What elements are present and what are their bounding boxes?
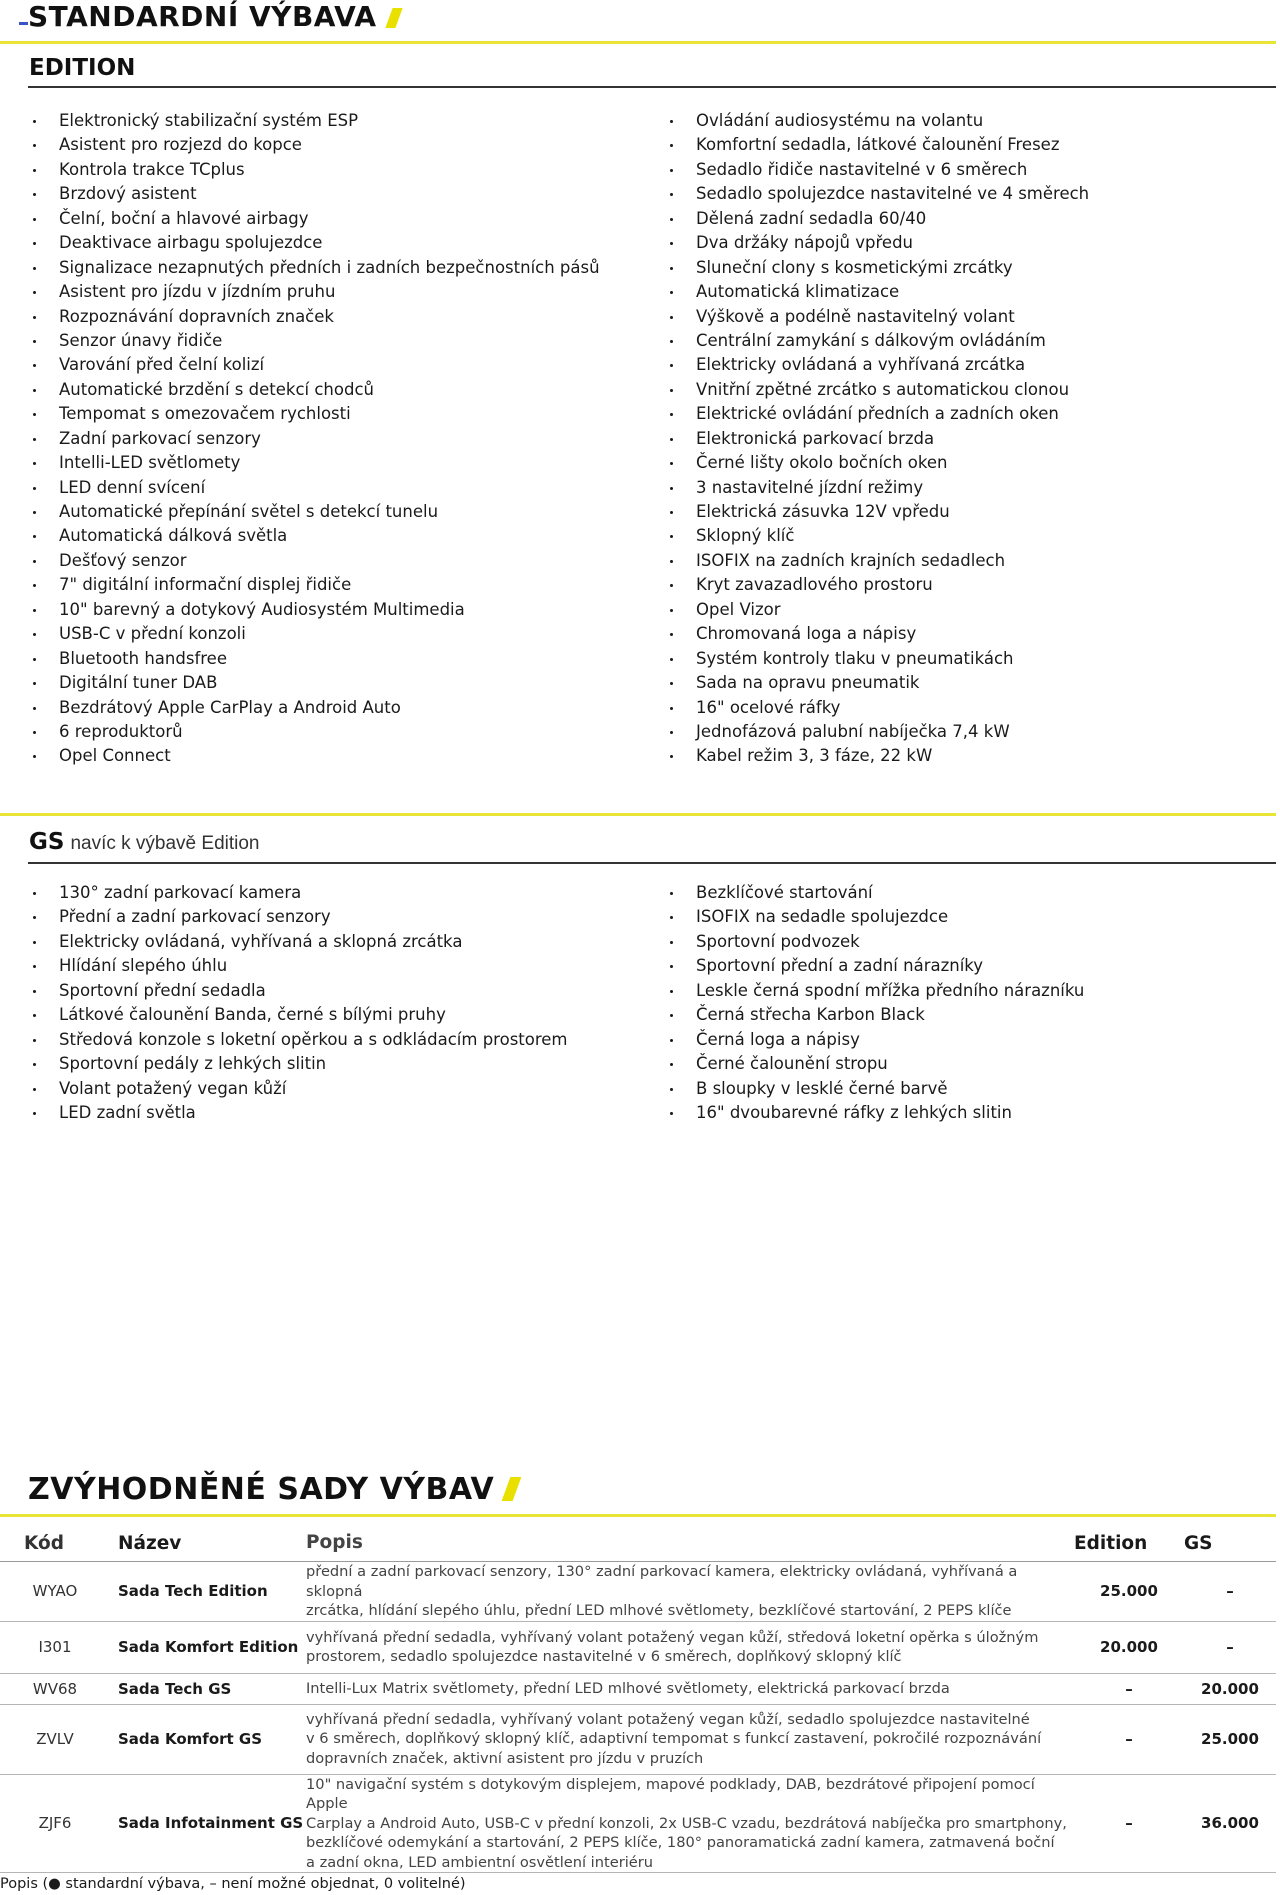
feature-item: Jednofázová palubní nabíječka 7,4 kW xyxy=(666,720,1089,744)
set-name: Sada Tech Edition xyxy=(110,1562,306,1622)
edition-title-text: EDITION xyxy=(29,55,136,81)
set-price-gs: 20.000 xyxy=(1184,1673,1276,1704)
yellow-divider xyxy=(0,1514,1276,1517)
table-row xyxy=(0,1704,1276,1774)
feature-item: LED zadní světla xyxy=(29,1101,568,1125)
set-name: Sada Komfort GS xyxy=(110,1704,306,1774)
table-row xyxy=(0,1774,1276,1873)
feature-item: Brzdový asistent xyxy=(29,182,600,206)
feature-item: Opel Vizor xyxy=(666,598,1089,622)
feature-item: Automatická dálková světla xyxy=(29,524,600,548)
gs-subtitle: navíc k výbavě Edition xyxy=(70,833,260,854)
gs-features-left xyxy=(29,881,568,1125)
set-name: Sada Infotainment GS xyxy=(110,1774,306,1873)
col-code: Kód xyxy=(0,1525,110,1562)
yellow-slash-icon xyxy=(385,8,402,28)
set-description-line: Intelli-Lux Matrix světlomety, přední LED mlhové světlomety, elektrická parkovací brzda xyxy=(306,1679,950,1697)
set-code: WYAO xyxy=(0,1562,110,1622)
feature-item: Chromovaná loga a nápisy xyxy=(666,622,1089,646)
set-price-edition: 20.000 xyxy=(1074,1621,1184,1673)
yellow-divider xyxy=(0,41,1276,44)
set-description xyxy=(306,1673,1074,1704)
col-desc: Popis xyxy=(306,1525,1074,1562)
set-description-line: zrcátka, hlídání slepého úhlu, přední LED mlhové světlomety, bezklíčové startování, 2 PEPS klíče xyxy=(306,1602,1012,1619)
col-name: Název xyxy=(110,1525,306,1562)
legend-note: Popis (● standardní výbava, – není možné objednat, 0 volitelné) xyxy=(0,1876,466,1892)
feature-item: Kabel režim 3, 3 fáze, 22 kW xyxy=(666,744,1089,768)
feature-item: 6 reproduktorů xyxy=(29,720,600,744)
feature-item: Sluneční clony s kosmetickými zrcátky xyxy=(666,256,1089,280)
set-price-gs: 25.000 xyxy=(1184,1704,1276,1774)
feature-item: Vnitřní zpětné zrcátko s automatickou clonou xyxy=(666,378,1089,402)
feature-item: B sloupky v lesklé černé barvě xyxy=(666,1077,1084,1101)
edition-features-left xyxy=(29,109,600,769)
title-accent-mark xyxy=(19,22,28,25)
gs-title-text: GS xyxy=(29,829,65,855)
feature-item: Intelli-LED světlomety xyxy=(29,451,600,475)
set-price-gs: – xyxy=(1184,1562,1276,1622)
feature-item: Sportovní pedály z lehkých slitin xyxy=(29,1052,568,1076)
table-row xyxy=(0,1621,1276,1673)
feature-item: Elektricky ovládaná, vyhřívaná a sklopná zrcátka xyxy=(29,930,568,954)
feature-item: ISOFIX na zadních krajních sedadlech xyxy=(666,549,1089,573)
set-description-line: dopravních značek, aktivní asistent pro jízdu v pruzích xyxy=(306,1749,704,1767)
set-code: ZVLV xyxy=(0,1704,110,1774)
set-description-line: Carplay a Android Auto, USB-C v přední konzoli, 2x USB-C vzadu, bezdrátová nabíječka pro smartphony, xyxy=(306,1814,1067,1832)
feature-item: Komfortní sedadla, látkové čalounění Fresez xyxy=(666,133,1089,157)
feature-item: Dva držáky nápojů vpředu xyxy=(666,231,1089,255)
feature-item: ISOFIX na sedadle spolujezdce xyxy=(666,905,1084,929)
feature-item: Bezdrátový Apple CarPlay a Android Auto xyxy=(29,696,600,720)
table-row xyxy=(0,1562,1276,1622)
set-name: Sada Komfort Edition xyxy=(110,1621,306,1673)
feature-item: Kryt zavazadlového prostoru xyxy=(666,573,1089,597)
col-gs: GS xyxy=(1184,1525,1276,1562)
set-description-line: vyhřívaná přední sedadla, vyhřívaný volant potažený vegan kůží, středová loketní opěrka s úložným xyxy=(306,1628,1039,1646)
feature-item: Asistent pro jízdu v jízdním pruhu xyxy=(29,280,600,304)
feature-item: Elektrické ovládání předních a zadních oken xyxy=(666,402,1089,426)
feature-item: Dešťový senzor xyxy=(29,549,600,573)
feature-item: Bluetooth handsfree xyxy=(29,647,600,671)
feature-item: Elektronická parkovací brzda xyxy=(666,427,1089,451)
feature-item: Centrální zamykání s dálkovým ovládáním xyxy=(666,329,1089,353)
feature-item: 16" ocelové ráfky xyxy=(666,696,1089,720)
feature-item: Varování před čelní kolizí xyxy=(29,353,600,377)
feature-item: Senzor únavy řidiče xyxy=(29,329,600,353)
feature-item: Dělená zadní sedadla 60/40 xyxy=(666,207,1089,231)
feature-item: Sedadlo řidiče nastavitelné v 6 směrech xyxy=(666,158,1089,182)
feature-item: Opel Connect xyxy=(29,744,600,768)
col-edition: Edition xyxy=(1074,1525,1184,1562)
set-description-line: a zadní okna, LED ambientní osvětlení interiéru xyxy=(306,1853,653,1871)
set-price-gs: – xyxy=(1184,1621,1276,1673)
set-price-edition: – xyxy=(1074,1774,1184,1873)
set-price-gs: 36.000 xyxy=(1184,1774,1276,1873)
set-description xyxy=(306,1704,1074,1774)
feature-item: Automatické přepínání světel s detekcí tunelu xyxy=(29,500,600,524)
sets-table xyxy=(0,1525,1276,1873)
feature-item: Černé lišty okolo bočních oken xyxy=(666,451,1089,475)
sets-table-header xyxy=(0,1525,1276,1562)
feature-item: Výškově a podélně nastavitelný volant xyxy=(666,305,1089,329)
feature-item: Černá střecha Karbon Black xyxy=(666,1003,1084,1027)
feature-item: Středová konzole s loketní opěrkou a s odkládacím prostorem xyxy=(29,1028,568,1052)
feature-item: Čelní, boční a hlavové airbagy xyxy=(29,207,600,231)
edition-section-title xyxy=(29,53,135,83)
feature-item: Automatické brzdění s detekcí chodců xyxy=(29,378,600,402)
set-description xyxy=(306,1774,1074,1873)
feature-item: Sklopný klíč xyxy=(666,524,1089,548)
set-code: WV68 xyxy=(0,1673,110,1704)
feature-item: Elektrická zásuvka 12V vpředu xyxy=(666,500,1089,524)
feature-item: Ovládání audiosystému na volantu xyxy=(666,109,1089,133)
set-name: Sada Tech GS xyxy=(110,1673,306,1704)
feature-item: Automatická klimatizace xyxy=(666,280,1089,304)
gs-section-title xyxy=(29,827,260,859)
feature-item: Černé čalounění stropu xyxy=(666,1052,1084,1076)
feature-item: Digitální tuner DAB xyxy=(29,671,600,695)
feature-item: Sportovní podvozek xyxy=(666,930,1084,954)
feature-item: Signalizace nezapnutých předních i zadních bezpečnostních pásů xyxy=(29,256,600,280)
set-description-line: prostorem, sedadlo spolujezdce nastavitelné v 6 směrech, doplňkový sklopný klíč xyxy=(306,1648,902,1665)
feature-item: Systém kontroly tlaku v pneumatikách xyxy=(666,647,1089,671)
page-title xyxy=(28,0,399,34)
table-row xyxy=(0,1673,1276,1704)
feature-item: 10" barevný a dotykový Audiosystém Multimedia xyxy=(29,598,600,622)
set-price-edition: 25.000 xyxy=(1074,1562,1184,1622)
feature-item: Tempomat s omezovačem rychlosti xyxy=(29,402,600,426)
feature-item: Sportovní přední a zadní nárazníky xyxy=(666,954,1084,978)
yellow-slash-icon xyxy=(502,1477,522,1501)
feature-item: Elektricky ovládaná a vyhřívaná zrcátka xyxy=(666,353,1089,377)
gs-features-right xyxy=(666,881,1084,1125)
set-price-edition: – xyxy=(1074,1673,1184,1704)
set-description xyxy=(306,1621,1074,1673)
set-description-line: přední a zadní parkovací senzory, 130° zadní parkovací kamera, elektricky ovládaná, vyhřívaná a sklopná xyxy=(306,1563,1018,1600)
set-description xyxy=(306,1562,1074,1622)
feature-item: Deaktivace airbagu spolujezdce xyxy=(29,231,600,255)
set-description-line: vyhřívaná přední sedadla, vyhřívaný volant potažený vegan kůží, sedadlo spolujezdce nastavitelné xyxy=(306,1710,1030,1728)
edition-features-right xyxy=(666,109,1089,769)
feature-item: Zadní parkovací senzory xyxy=(29,427,600,451)
feature-item: Hlídání slepého úhlu xyxy=(29,954,568,978)
set-code: I301 xyxy=(0,1621,110,1673)
feature-item: Leskle černá spodní mřížka předního nárazníku xyxy=(666,979,1084,1003)
feature-item: Černá loga a nápisy xyxy=(666,1028,1084,1052)
feature-item: Bezklíčové startování xyxy=(666,881,1084,905)
yellow-divider xyxy=(0,813,1276,816)
feature-item: Elektronický stabilizační systém ESP xyxy=(29,109,600,133)
feature-item: Kontrola trakce TCplus xyxy=(29,158,600,182)
feature-item: Sportovní přední sedadla xyxy=(29,979,568,1003)
feature-item: 130° zadní parkovací kamera xyxy=(29,881,568,905)
feature-item: Asistent pro rozjezd do kopce xyxy=(29,133,600,157)
feature-item: Rozpoznávání dopravních značek xyxy=(29,305,600,329)
feature-item: Volant potažený vegan kůží xyxy=(29,1077,568,1101)
sets-title-text: ZVÝHODNĚNÉ SADY VÝBAV xyxy=(28,1472,495,1507)
feature-item: Látkové čalounění Banda, černé s bílými pruhy xyxy=(29,1003,568,1027)
gs-divider xyxy=(28,862,1276,864)
feature-item: Sedadlo spolujezdce nastavitelné ve 4 směrech xyxy=(666,182,1089,206)
set-price-edition: – xyxy=(1074,1704,1184,1774)
feature-item: 16" dvoubarevné ráfky z lehkých slitin xyxy=(666,1101,1084,1125)
edition-divider xyxy=(28,86,1276,88)
set-code: ZJF6 xyxy=(0,1774,110,1873)
feature-item: Přední a zadní parkovací senzory xyxy=(29,905,568,929)
feature-item: LED denní svícení xyxy=(29,476,600,500)
set-description-line: v 6 směrech, doplňkový sklopný klíč, adaptivní tempomat s funkcí zastavení, pokročilé rozpoznávání xyxy=(306,1730,1042,1748)
set-description-line: 10" navigační systém s dotykovým displejem, mapové podklady, DAB, bezdrátové připojení pomocí Apple xyxy=(306,1775,1035,1812)
sets-title xyxy=(28,1470,517,1510)
feature-item: USB-C v přední konzoli xyxy=(29,622,600,646)
feature-item: Sada na opravu pneumatik xyxy=(666,671,1089,695)
feature-item: 3 nastavitelné jízdní režimy xyxy=(666,476,1089,500)
page-title-text: STANDARDNÍ VÝBAVA xyxy=(28,0,377,33)
feature-item: 7" digitální informační displej řidiče xyxy=(29,573,600,597)
set-description-line: bezklíčové odemykání a startování, 2 PEPS klíče, 180° panoramatická zadní kamera, zatmavená boční xyxy=(306,1834,1055,1851)
